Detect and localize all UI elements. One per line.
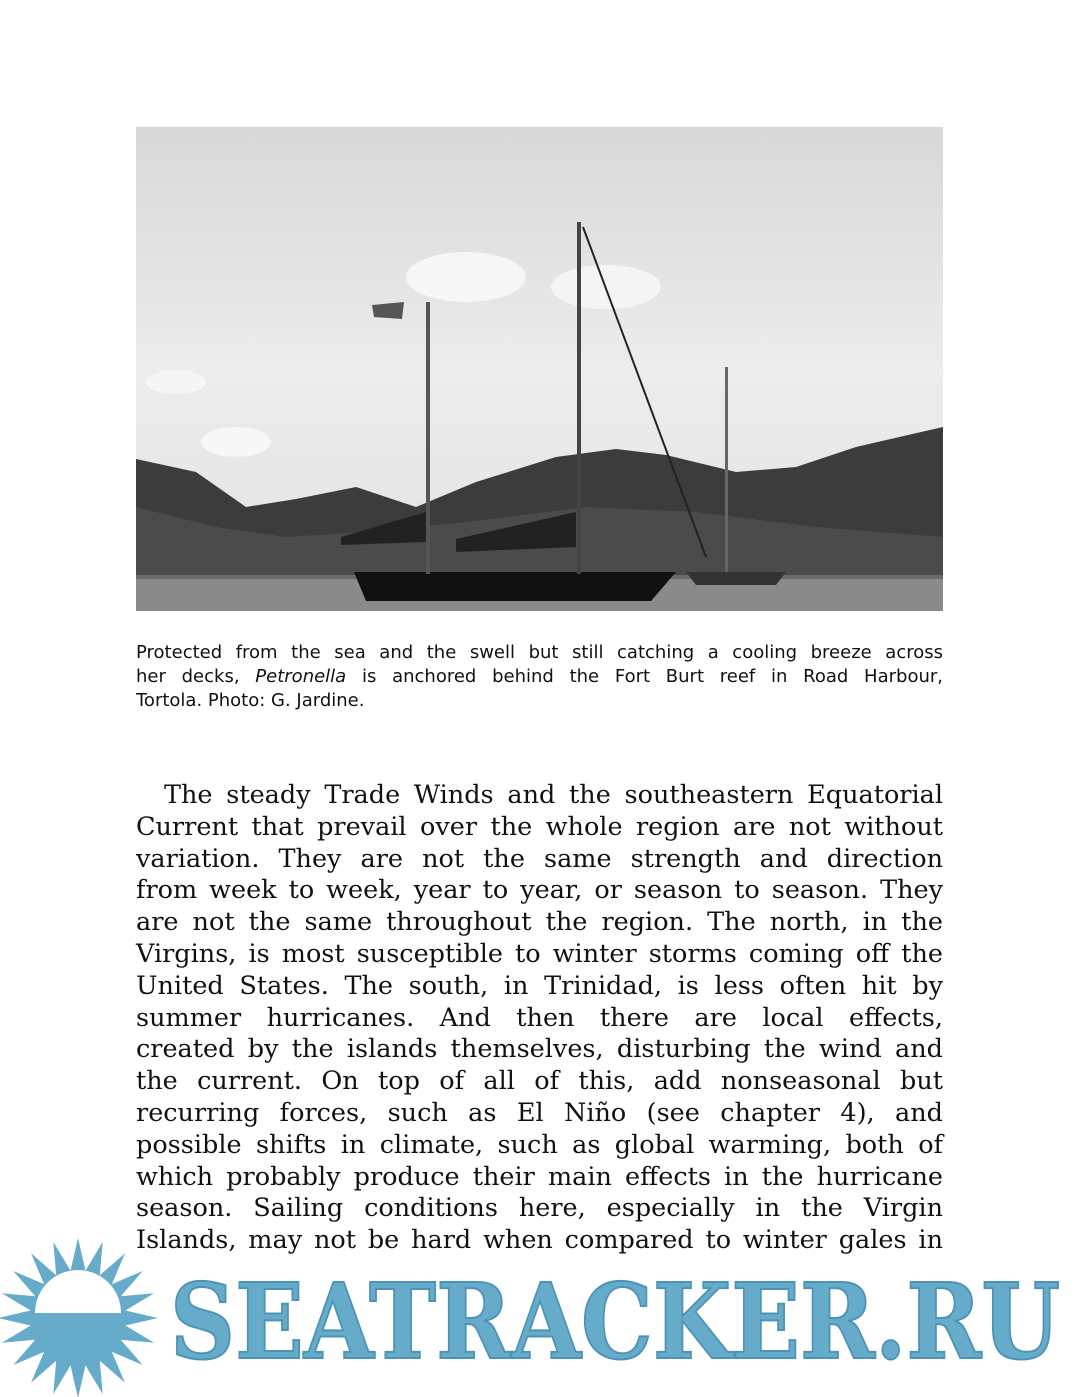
body-line: variation. They are not the same strength and direction bbox=[136, 843, 943, 874]
caption-line: her decks, Petronella is anchored behind the Fort Burt reef in Road Harbour, bbox=[136, 666, 943, 687]
watermark-text: SEATRACKER.RU bbox=[170, 1260, 1060, 1383]
body-line: The steady Trade Winds and the southeastern Equatorial bbox=[164, 780, 943, 810]
body-line: United States. The south, in Trinidad, is less often hit by bbox=[136, 970, 943, 1001]
body-line: summer hurricanes. And then there are local effects, bbox=[136, 1002, 943, 1033]
body-line: Virgins, is most susceptible to winter storms coming off the bbox=[136, 938, 943, 969]
sailboat-photo bbox=[136, 127, 943, 611]
body-line: are not the same throughout the region. The north, in the bbox=[136, 907, 943, 938]
body-line: created by the islands themselves, disturbing the wind and bbox=[136, 1034, 943, 1065]
caption-line: Protected from the sea and the swell but still catching a cooling breeze across bbox=[136, 642, 943, 663]
body-line: from week to week, year to year, or season to season. They bbox=[136, 875, 943, 906]
body-line: which probably produce their main effects in the hurricane bbox=[136, 1161, 943, 1192]
body-line: Islands, may not be hard when compared to winter gales in bbox=[136, 1225, 943, 1256]
photo-caption bbox=[136, 641, 943, 713]
body-line: recurring forces, such as El Niño (see chapter 4), and bbox=[136, 1097, 943, 1128]
boat-name: Petronella bbox=[255, 666, 347, 687]
body-line: the current. On top of all of this, add nonseasonal but bbox=[136, 1066, 943, 1097]
sun-logo-icon bbox=[0, 1238, 158, 1397]
body-paragraph bbox=[136, 780, 943, 1257]
body-line: season. Sailing conditions here, especially in the Virgin bbox=[136, 1193, 943, 1224]
body-line: possible shifts in climate, such as global warming, both of bbox=[136, 1129, 943, 1160]
seatracker-watermark bbox=[0, 1238, 1080, 1397]
body-line: Current that prevail over the whole region are not without bbox=[136, 811, 943, 842]
caption-line: Tortola. Photo: G. Jardine. bbox=[136, 690, 365, 711]
